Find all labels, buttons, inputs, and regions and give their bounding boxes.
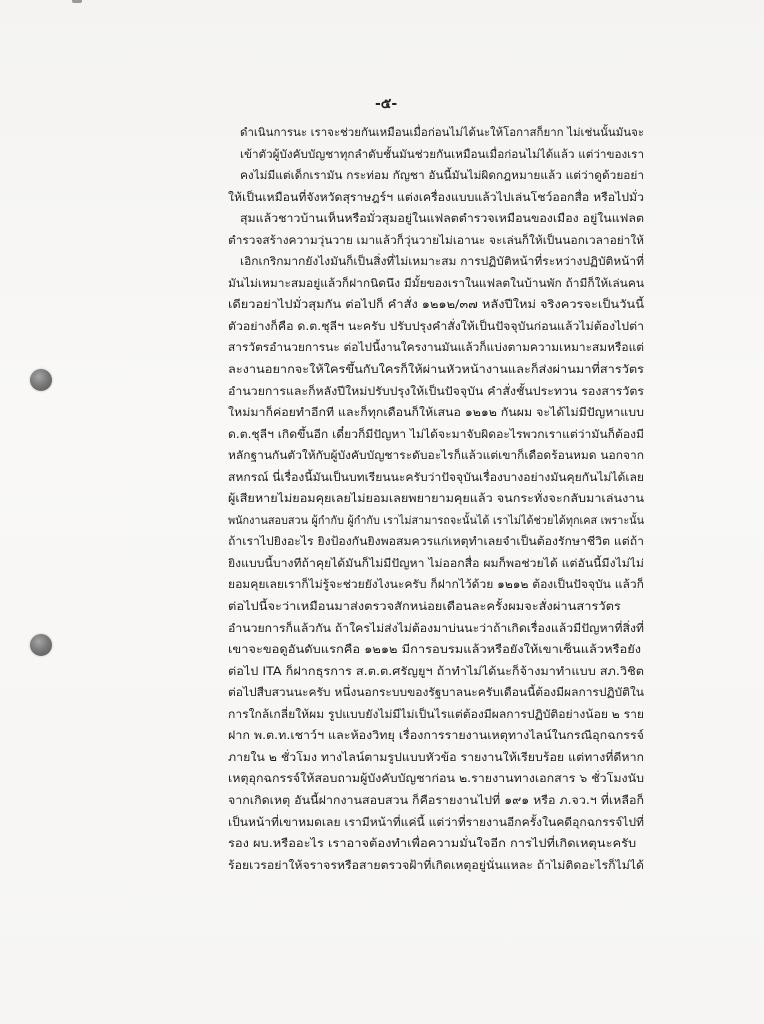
page-number: -๕-: [375, 96, 398, 112]
text-line: เหตุอุกฉกรรจ์ให้สอบถามผู้บังคับบัญชาก่อน ๒.รายงานทางเอกสาร ๖ ชั่วโมงนับ: [228, 772, 644, 786]
text-line: ฝาก พ.ต.ท.เชาว์ฯ และห้องวิทยุ เรื่องการรายงานเหตุทางไลน์ในกรณีอุกฉกรรจ์: [228, 729, 644, 743]
text-line: มันไม่เหมาะสมอยู่แล้วก็ฝากนิดนึง มีมั้ยของเราในแฟลตในบ้านพัก ถ้ามีก็ให้เล่นคน: [228, 276, 644, 290]
text-line: เดียวอย่าไปมั่วสุมกัน ต่อไปก็ คำสั่ง ๑๒๑๒/๓๗ หลังปีใหม่ จริงควรจะเป็นวันนี้: [228, 298, 644, 312]
binder-punch-hole: [30, 634, 52, 656]
text-line: ด.ต.ชุลีฯ เกิดขึ้นอีก เดี๋ยวก็มีปัญหา ไม่ได้จะมาจับผิดอะไรพวกเราแต่ว่ามันก็ต้องมี: [228, 427, 644, 441]
text-line: ผู้เสียหายไม่ยอมคุยเลยไม่ยอมเลยพยายามคุยแล้ว จนกระทั่งจะกลับมาเล่นงาน: [228, 492, 644, 506]
text-line: เขาจะขอดูอันดับแรกคือ ๑๒๑๒ มีการอบรมแล้วหรือยังให้เขาเซ็นแล้วหรือยัง: [228, 643, 642, 657]
text-line: ให้เป็นเหมือนที่จังหวัดสุราษฎร์ฯ แต่งเครื่องแบบแล้วไปเล่นโชว์ออกสื่อ หรือไปมั่ว: [228, 190, 644, 204]
text-line: พนักงานสอบสวน ผู้กำกับ ผู้กำกับ เราไม่สามารถจะนั้นได้ เราไม่ได้ช่วยได้ทุกเคส เพราะนั้น: [228, 513, 644, 527]
binder-punch-hole: [30, 369, 52, 391]
text-line: ต่อไปนี้จะว่าเหมือนมาส่งตรวจสักหน่อยเดือนละครั้งผมจะสั่งผ่านสารวัตร: [228, 600, 621, 614]
text-line: ยิงแบบนี้บางทีถ้าคุยได้มันก็ไม่มีปัญหา ไม่ออกสื่อ ผมก็พอช่วยได้ แต่อันนี้มีงไม่ไม่: [228, 556, 644, 570]
text-line: หลักฐานกันตัวให้กับผู้บังคับบัญชาระดับอะไรก็แล้วแต่เขาก็เดือดร้อนหมด นอกจาก: [228, 449, 644, 463]
text-line: สหกรณ์ นี่เรื่องนี้มันเป็นบทเรียนนะครับว่าปัจจุบันเรื่องบางอย่างมันคุยกันไม่ได้เลย: [228, 470, 644, 484]
text-line: รอง ผบ.หรืออะไร เราอาจต้องทำเพื่อความมั่นใจอีก การไปที่เกิดเหตุนะครับ: [228, 837, 637, 851]
text-line: ต่อไป ITA ก็ฝากธุรการ ส.ต.ต.ศรัญยูฯ ถ้าทำไม่ได้นะก็จ้างมาทำแบบ สภ.วิชิต: [228, 664, 644, 678]
text-line: ร้อยเวรอย่าให้จราจรหรือสายตรวจฝ้าที่เกิดเหตุอยู่นั่นแหละ ถ้าไม่ติดอะไรก็ไม่ได้: [228, 858, 644, 872]
text-line: ใหม่มาก็ค่อยทำอีกที และก็ทุกเดือนก็ให้เสนอ ๑๒๑๒ กันผม จะได้ไม่มีปัญหาแบบ: [228, 406, 644, 420]
text-line: ดำเนินการนะ เราจะช่วยกันเหมือนเมื่อก่อนไม่ได้นะให้โอกาสก็ยาก ไม่เช่นนั้นมันจะ: [240, 126, 644, 139]
document-body: [228, 122, 644, 876]
text-line: สุมแล้วชาวบ้านเห็นหรือมั่วสุมอยู่ในแฟลตตำรวจเหมือนของเมือง อยู่ในแฟลต: [240, 212, 644, 226]
text-line: เป็นหน้าที่เขาหมดเลย เรามีหน้าที่แค่นี้ แต่ว่าที่รายงานอีกครั้งในคดีอุกฉกรรจ์ไปที่: [228, 815, 644, 829]
text-line: อำนวยการก็แล้วกัน ถ้าใครไม่ส่งไม่ต้องมาบ่นนะว่าถ้าเกิดเรื่องแล้วมีปัญหาที่สิ่งที่: [228, 621, 644, 635]
text-line: การใกล้เกลี่ยให้ผม รูปแบบยังไม่มีไม่เป็นไรแต่ต้องมีผลการปฏิบัติอย่างน้อย ๒ ราย: [228, 707, 644, 721]
text-line: เข้าตัวผู้บังคับบัญชาทุกลำดับชั้นมันช่วยกันเหมือนเมื่อก่อนไม่ได้แล้ว แต่ว่าของเรา: [240, 147, 644, 161]
text-line: อำนวยการและก็หลังปีใหม่ปรับปรุงให้เป็นปัจจุบัน คำสั่งชั้นประทวน รองสารวัตร: [228, 384, 644, 398]
text-line: ถ้าเราไปยิงอะไร ยิงป้องกันยิงพอสมควรแก่เหตุทำเลยจำเป็นต้องรักษาชีวิต แต่ถ้า: [228, 535, 644, 549]
text-line: จากเกิดเหตุ อันนี้ฝากงานสอบสวน ก็คือรายงานไปที่ ๑๙๑ หรือ ภ.จว.ฯ ที่เหลือก็: [228, 793, 644, 807]
text-line: ตัวอย่างก็คือ ด.ต.ชุลีฯ นะครับ ปรับปรุงคำสั่งให้เป็นปัจจุบันก่อนแล้วไม่ต้องไปต่า: [228, 319, 644, 333]
text-line: ตำรวจสร้างความวุ่นวาย เมาแล้วก็วุ่นวายไม่เอานะ จะเล่นก็ให้เป็นนอกเวลาอย่าให้: [228, 233, 644, 247]
text-line: สารวัตรอำนวยการนะ ต่อไปนี้งานใครงานมันแล้วก็แบ่งตามความเหมาะสมหรือแต่: [228, 341, 644, 355]
text-line: ภายใน ๒ ชั่วโมง ทางไลน์ตามรูปแบบหัวข้อ รายงานให้เรียบร้อย แต่ทางที่ดีหาก: [228, 750, 644, 764]
top-edge-mark: [72, 0, 82, 3]
text-line: เอิกเกริกมากยังไงมันก็เป็นสิ่งที่ไม่เหมาะสม การปฏิบัติหน้าที่ระหว่างปฏิบัติหน้าที่: [240, 255, 644, 269]
text-line: ต่อไปสืบสวนนะครับ หนึ่งนอกระบบของรัฐบาลนะครับเดือนนี้ต้องมีผลการปฏิบัติใน: [228, 686, 644, 700]
text-line: ละงานอยากจะให้ใครขึ้นกับใครก็ให้ผ่านหัวหน้างานและก็ส่งผ่านมาที่สารวัตร: [228, 363, 644, 377]
text-line: ยอมคุยเลยเราก็ไม่รู้จะช่วยยังไงนะครับ ก็ฝากไว้ด้วย ๑๒๑๒ ต้องเป็นปัจจุบัน แล้วก็: [228, 578, 644, 592]
text-line: คงไม่มีแต่เด็กเรามัน กระท่อม กัญชา อันนี้มันไม่ผิดกฎหมายแล้ว แต่ว่าดูด้วยอย่า: [240, 169, 644, 183]
